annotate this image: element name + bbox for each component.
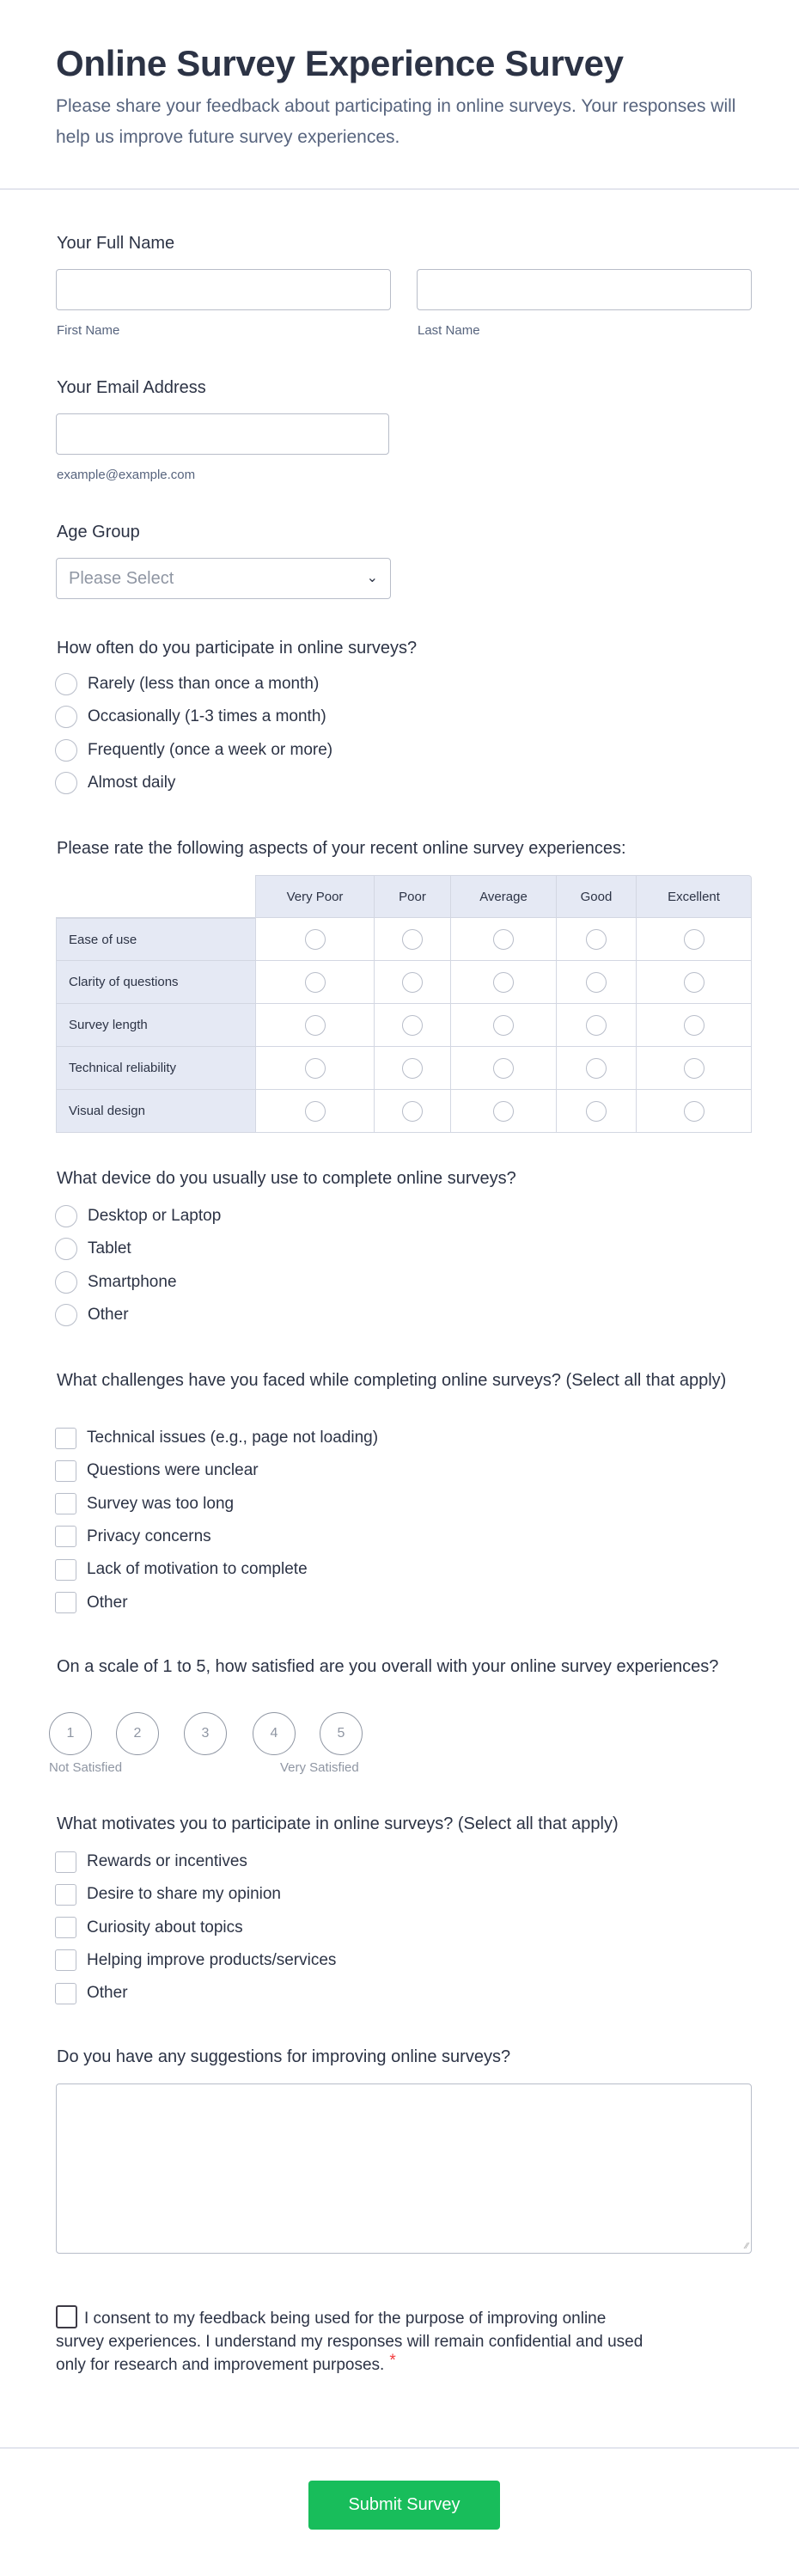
checkbox[interactable] [55, 1428, 76, 1449]
consent-text: I consent to my feedback being used for the purpose of improving online survey experiences. I understand my responses will remain confidential and used only for research and improvement purposes. [56, 2310, 643, 2374]
matrix-cell[interactable] [451, 1090, 557, 1133]
option-label: Privacy concerns [87, 1527, 211, 1545]
matrix-cell[interactable] [375, 1004, 451, 1047]
radio-button[interactable] [305, 972, 326, 993]
option-item[interactable] [55, 1204, 221, 1228]
suggestions-textarea[interactable] [56, 2083, 752, 2254]
submit-button[interactable]: Submit Survey [308, 2481, 500, 2530]
matrix-cell[interactable] [256, 1047, 375, 1090]
checkbox[interactable] [55, 1917, 76, 1938]
matrix-row-label: Visual design [56, 1090, 256, 1133]
matrix-cell[interactable] [637, 1004, 752, 1047]
option-label: Technical issues (e.g., page not loading) [87, 1429, 379, 1447]
scale-high-label: Very Satisfied [280, 1760, 359, 1775]
matrix-row-label: Ease of use [56, 918, 256, 961]
option-item[interactable] [55, 1237, 131, 1261]
matrix-cell[interactable] [256, 1090, 375, 1133]
checkbox[interactable] [55, 1559, 76, 1581]
divider [0, 188, 799, 190]
matrix-cell[interactable] [375, 918, 451, 961]
option-label: Questions were unclear [87, 1461, 259, 1480]
radio-button[interactable] [493, 1101, 514, 1122]
matrix-row [56, 918, 752, 961]
option-item[interactable] [55, 1981, 128, 2005]
option-item[interactable] [55, 1303, 129, 1327]
radio-button[interactable] [586, 1101, 607, 1122]
option-label: Other [88, 1305, 129, 1324]
option-item[interactable] [55, 1916, 243, 1940]
option-label: Survey was too long [87, 1494, 235, 1513]
matrix-cell[interactable] [451, 918, 557, 961]
option-item[interactable] [55, 771, 175, 795]
email-label: Your Email Address [57, 378, 206, 397]
radio-button[interactable] [55, 1205, 77, 1227]
radio-button[interactable] [493, 929, 514, 950]
matrix-cell[interactable] [451, 1004, 557, 1047]
radio-button[interactable] [684, 1058, 704, 1079]
matrix-row-label: Clarity of questions [56, 961, 256, 1004]
option-item[interactable] [55, 672, 319, 696]
scale-low-label: Not Satisfied [49, 1760, 123, 1775]
matrix-cell[interactable] [557, 1090, 637, 1133]
matrix-cell[interactable] [256, 918, 375, 961]
matrix-cell[interactable] [256, 961, 375, 1004]
radio-button[interactable] [684, 1015, 704, 1036]
matrix-cell[interactable] [375, 1047, 451, 1090]
option-label: Desire to share my opinion [87, 1885, 281, 1904]
option-item[interactable] [55, 1426, 378, 1450]
matrix-row-label: Technical reliability [56, 1047, 256, 1090]
device-label: What device do you usually use to complete online surveys? [57, 1169, 516, 1188]
suggestions-label: Do you have any suggestions for improving online surveys? [57, 2047, 511, 2066]
matrix-cell[interactable] [557, 961, 637, 1004]
matrix-column-header: Poor [375, 875, 451, 918]
scale-option[interactable]: 3 [184, 1712, 227, 1755]
option-label: Tablet [88, 1239, 131, 1258]
radio-button[interactable] [55, 673, 77, 695]
option-item[interactable] [55, 1850, 247, 1874]
checkbox[interactable] [55, 1493, 76, 1514]
age-group-placeholder: Please Select [69, 569, 174, 588]
matrix-cell[interactable] [637, 918, 752, 961]
age-group-label: Age Group [57, 523, 140, 542]
option-label: Rewards or incentives [87, 1852, 247, 1870]
radio-button[interactable] [586, 929, 607, 950]
checkbox[interactable] [55, 1949, 76, 1971]
option-item[interactable] [55, 1882, 281, 1906]
option-label: Lack of motivation to complete [87, 1560, 308, 1579]
radio-button[interactable] [586, 1015, 607, 1036]
satisfaction-label: On a scale of 1 to 5, how satisfied are you overall with your online survey experiences? [57, 1657, 719, 1676]
option-item[interactable] [55, 1591, 128, 1615]
checkbox[interactable] [55, 1460, 76, 1482]
option-label: Curiosity about topics [87, 1918, 243, 1937]
radio-button[interactable] [684, 972, 704, 993]
frequency-label: How often do you participate in online surveys? [57, 639, 418, 658]
consent-field [56, 2305, 657, 2377]
matrix-cell[interactable] [557, 918, 637, 961]
radio-button[interactable] [55, 706, 77, 728]
email-input[interactable] [56, 413, 389, 455]
matrix-cell[interactable] [256, 1004, 375, 1047]
radio-button[interactable] [402, 1058, 423, 1079]
scale-option[interactable]: 2 [116, 1712, 159, 1755]
matrix-cell[interactable] [637, 1090, 752, 1133]
chevron-down-icon: ⌄ [366, 571, 378, 585]
last-name-input[interactable] [417, 269, 752, 310]
radio-button[interactable] [55, 1238, 77, 1260]
option-label: Smartphone [88, 1272, 177, 1291]
radio-button[interactable] [55, 1271, 77, 1294]
matrix-corner [56, 875, 256, 918]
radio-button[interactable] [493, 1015, 514, 1036]
option-label: Almost daily [88, 773, 176, 792]
radio-button[interactable] [684, 929, 704, 950]
radio-button[interactable] [305, 929, 326, 950]
checkbox[interactable] [55, 1851, 76, 1873]
required-mark: * [389, 2352, 396, 2370]
matrix-cell[interactable] [451, 1047, 557, 1090]
radio-button[interactable] [305, 1058, 326, 1079]
radio-button[interactable] [493, 1058, 514, 1079]
radio-button[interactable] [402, 1015, 423, 1036]
option-label: Desktop or Laptop [88, 1207, 222, 1225]
matrix-cell[interactable] [375, 1090, 451, 1133]
matrix-row [56, 961, 752, 1004]
consent-checkbox[interactable] [56, 2305, 77, 2328]
matrix-cell[interactable] [637, 961, 752, 1004]
option-label: Occasionally (1-3 times a month) [88, 707, 326, 726]
radio-button[interactable] [402, 929, 423, 950]
radio-button[interactable] [402, 1101, 423, 1122]
checkbox[interactable] [55, 1592, 76, 1613]
option-item[interactable] [55, 738, 332, 762]
scale-option[interactable]: 1 [49, 1712, 92, 1755]
option-item[interactable] [55, 705, 326, 729]
checkbox[interactable] [55, 1983, 76, 2004]
matrix-cell[interactable] [557, 1047, 637, 1090]
full-name-label: Your Full Name [57, 234, 175, 253]
option-label: Other [87, 1593, 128, 1612]
radio-button[interactable] [684, 1101, 704, 1122]
matrix-row-label: Survey length [56, 1004, 256, 1047]
option-item[interactable] [55, 1525, 211, 1549]
matrix-column-header: Average [451, 875, 557, 918]
radio-button[interactable] [493, 972, 514, 993]
radio-button[interactable] [305, 1015, 326, 1036]
page-title: Online Survey Experience Survey [56, 43, 624, 83]
option-item[interactable] [55, 1270, 177, 1294]
matrix-cell[interactable] [557, 1004, 637, 1047]
matrix-column-header: Very Poor [256, 875, 375, 918]
option-label: Other [87, 1984, 128, 2003]
divider [0, 2447, 799, 2449]
matrix-row [56, 1004, 752, 1047]
resize-handle-icon[interactable]: ∕∕ [745, 2242, 748, 2251]
last-name-hint: Last Name [418, 323, 480, 338]
option-item[interactable] [55, 1557, 308, 1582]
radio-button[interactable] [586, 972, 607, 993]
matrix-row [56, 1090, 752, 1133]
radio-button[interactable] [55, 772, 77, 794]
checkbox[interactable] [55, 1526, 76, 1547]
scale-option[interactable]: 5 [320, 1712, 363, 1755]
rating-matrix [56, 875, 752, 1133]
challenges-label: What challenges have you faced while completing online surveys? (Select all that apply) [57, 1371, 727, 1390]
matrix-column-header: Excellent [637, 875, 752, 918]
radio-button[interactable] [55, 739, 77, 762]
motivation-label: What motivates you to participate in online surveys? (Select all that apply) [57, 1814, 619, 1833]
option-label: Helping improve products/services [87, 1950, 337, 1969]
page-description: Please share your feedback about participating in online surveys. Your responses will help us improve future survey experiences. [56, 96, 736, 147]
email-hint: example@example.com [57, 468, 196, 482]
radio-button[interactable] [586, 1058, 607, 1079]
first-name-input[interactable] [56, 269, 391, 310]
matrix-label: Please rate the following aspects of your recent online survey experiences: [57, 839, 626, 858]
scale-option[interactable]: 4 [253, 1712, 296, 1755]
matrix-column-header: Good [557, 875, 637, 918]
option-label: Frequently (once a week or more) [88, 740, 333, 759]
first-name-hint: First Name [57, 323, 120, 338]
age-group-select[interactable] [56, 558, 391, 599]
radio-button[interactable] [55, 1304, 77, 1326]
option-item[interactable] [55, 1492, 234, 1516]
matrix-cell[interactable] [375, 961, 451, 1004]
radio-button[interactable] [402, 972, 423, 993]
checkbox[interactable] [55, 1884, 76, 1906]
radio-button[interactable] [305, 1101, 326, 1122]
option-item[interactable] [55, 1459, 259, 1483]
matrix-cell[interactable] [637, 1047, 752, 1090]
matrix-cell[interactable] [451, 961, 557, 1004]
option-item[interactable] [55, 1949, 336, 1973]
option-label: Rarely (less than once a month) [88, 675, 320, 693]
matrix-row [56, 1047, 752, 1090]
